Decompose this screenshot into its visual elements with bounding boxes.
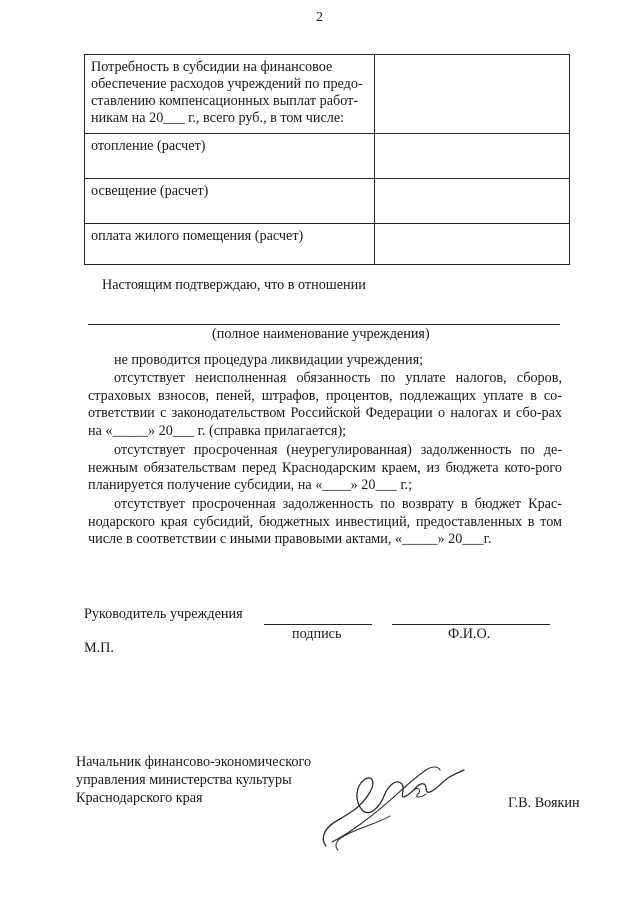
table-cell-label: освещение (расчет) (85, 179, 375, 224)
table-row (85, 134, 570, 179)
stamp-label: М.П. (84, 640, 114, 656)
handwritten-signature (318, 756, 468, 856)
table-cell-label: оплата жилого помещения (расчет) (85, 224, 375, 265)
table-row (85, 55, 570, 134)
statement-4 (88, 496, 562, 549)
statement-text: отсутствует просроченная (неурегулированная) задолженность по де-нежным обязательствам перед Краснодарским краем, из бюджета кото-рого планируется получение субсидии, на «____» 20___ г.; (88, 442, 562, 494)
signature-caption: подпись (292, 626, 342, 642)
subsidy-table (84, 54, 570, 265)
table-cell-value (374, 224, 569, 265)
fio-line (392, 624, 550, 625)
statement-text: не проводится процедура ликвидации учреждения; (114, 352, 424, 368)
statement-1 (88, 352, 562, 370)
confirm-intro: Настоящим подтверждаю, что в отношении (102, 277, 366, 293)
fio-caption: Ф.И.О. (448, 626, 491, 642)
table-cell-value (374, 55, 569, 134)
table-row (85, 224, 570, 265)
table-cell-value (374, 134, 569, 179)
official-name: Г.В. Воякин (508, 795, 580, 811)
official-title-line1: Начальник финансово-экономического (76, 754, 312, 770)
statement-text: отсутствует неисполненная обязанность по уплате налогов, сборов, страховых взносов, пеней, штрафов, процентов, подлежащих уплате в со-ответствии с законодательством Российской Федерации о налогах и сбо-рах на «_____» 20___ г. (справка прилагается); (88, 370, 562, 439)
head-label: Руководитель учреждения (84, 606, 243, 622)
signature-line (264, 624, 372, 625)
institution-caption: (полное наименование учреждения) (212, 326, 430, 342)
statement-2 (88, 370, 562, 440)
table-cell-value (374, 179, 569, 224)
official-title-line2: управления министерства культуры (76, 772, 292, 788)
table-row (85, 179, 570, 224)
statement-3 (88, 442, 562, 495)
table-cell-label: отопление (расчет) (85, 134, 375, 179)
statement-text: отсутствует просроченная задолженность по возврату в бюджет Крас-нодарского края субсидий, бюджетных инвестиций, предоставленных в том числе в соответствии с иными правовыми актами, «_____» 20___г. (88, 496, 562, 548)
table-cell-label: Потребность в субсидии на финансовое обеспечение расходов учреждений по предо-ставлению компенсационных выплат работ-никам на 20___ г., всего руб., в том числе: (85, 55, 375, 134)
official-title-line3: Краснодарского края (76, 790, 203, 806)
institution-name-line (88, 324, 560, 325)
page-number: 2 (316, 10, 323, 25)
